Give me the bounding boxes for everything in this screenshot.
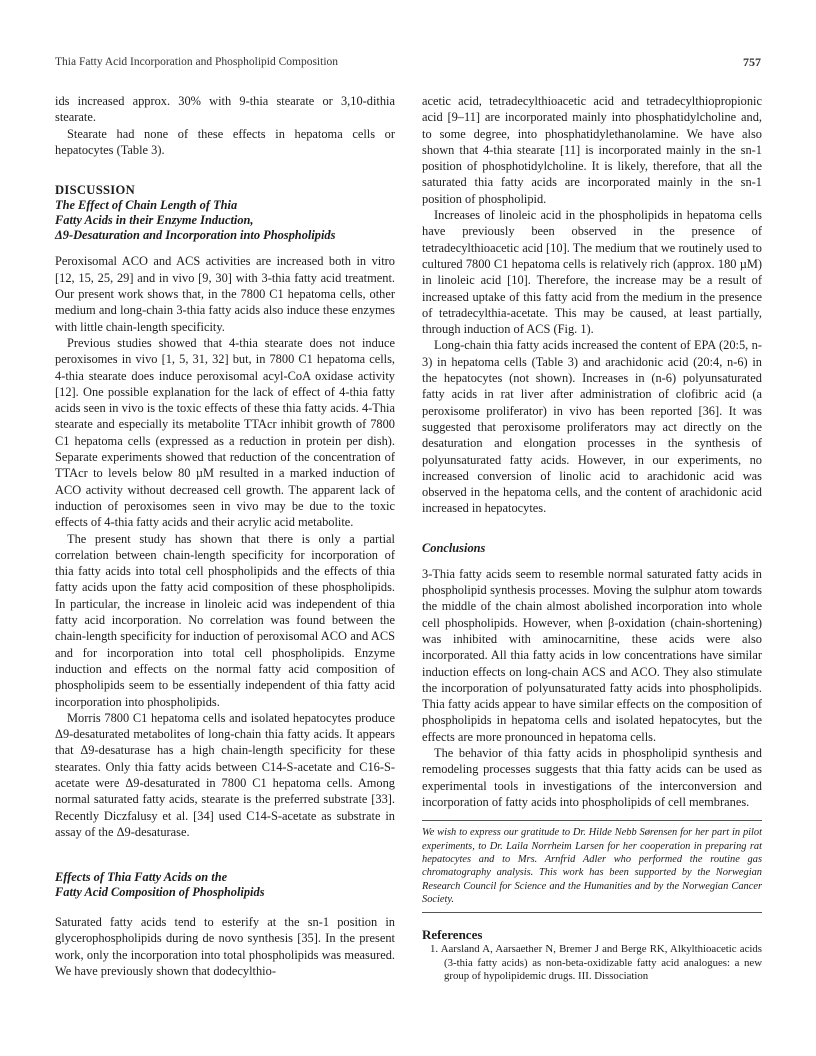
paragraph: Increases of linoleic acid in the phospholipids in hepatoma cells have previously been observed in the presence of tetradecylthioacetic acid [10]. The medium that we routinely used to cultured 7800 C1 hepatoma cells is relatively rich (approx. 180 µM) in linoleic acid [10]. Therefore, the increase may be a result of increased uptake of this fatty acid from the medium in the presence of tetradecylthia-acetate. This may be caused, at least partially, through induction of ACS (Fig. 1).	[422, 208, 762, 337]
paragraph: Long-chain thia fatty acids increased the content of EPA (20:5, n-3) in hepatoma cells (Table 3) and arachidonic acid (20:4, n-6) in the hepatocytes (not shown). Increases in (n-6) polyunsaturated fatty acids in rat liver after administration of clofibric acid (a peroxisome proliferator) in vivo has been reported [36]. It was suggested that peroxisome proliferators may act directly on the desaturation and elongation processes in the synthesis of polyunsaturated fatty acids. However, in our experiments, no increased conversion of linolic acid to arachidonic acid was observed in the hepatoma cells, and the content of arachidonic acid increased in hepatocytes.	[422, 338, 762, 516]
references-heading: References	[422, 926, 483, 942]
right-column	[422, 93, 762, 984]
subheading-chain-length	[55, 198, 395, 243]
paragraph: Peroxisomal ACO and ACS activities are increased both in vitro [12, 15, 25, 29] and in vivo [9, 30] with 3-thia fatty acid treatment. Our present work shows that, in the 7800 C1 hepatoma cells, other medium and long-chain 3-thia fatty acids also induce these enzymes with little chain-length specificity.	[55, 254, 395, 334]
subheading-effects	[55, 870, 395, 900]
running-head	[55, 56, 761, 68]
subheading-line: Fatty Acids in their Enzyme Induction,	[55, 213, 254, 228]
paragraph: 3-Thia fatty acids seem to resemble normal saturated fatty acids in phospholipid synthesis processes. Moving the sulphur atom towards the middle of the chain almost abolished incorporation into whole cell phospholipids. However, when β-oxidation (chain-shortening) was inhibited with aminocarnitine, these acids were also incorporated. All thia fatty acids in low concentrations have similar induction effects on long-chain ACS and ACO. They also stimulate the incorporation of polyunsaturated fatty acids into phospholipids. Thia fatty acids appear to have similar effects on the composition of phospholipids in hepatoma cells and isolated hepatocytes, but the effects are more pronounced in hepatoma cells.	[422, 566, 762, 744]
paragraph: Saturated fatty acids tend to esterify at the sn-1 position in glycerophospholipids during de novo synthesis [35]. In the present work, only the incorporation into total phospholipids was measured. We have previously shown that dodecylthio-	[55, 915, 395, 979]
page-number: 757	[743, 55, 761, 69]
subheading-line: Fatty Acid Composition of Phospholipids	[55, 885, 265, 900]
paragraph: The behavior of thia fatty acids in phospholipid synthesis and remodeling processes suggests that thia fatty acids can be used as experimental tools in investigations of the interconversion and incorporation of fatty acids into phospholipids of cell membranes.	[422, 745, 762, 809]
running-title: Thia Fatty Acid Incorporation and Phospholipid Composition	[55, 56, 339, 68]
paragraph: The present study has shown that there is only a partial correlation between chain-length specificity for incorporation of thia fatty acids into total cell phospholipids and the effects of thia fatty acids upon the fatty acid composition of these phospholipids. In particular, the increase in linoleic acid was independent of thia fatty acid incorporation. No correlation was found between the chain-length specificity for induction of peroxisomal ACO and ACS and for incorporation into total cell phospholipids. Enzyme induction and effects on the normal fatty acid composition of phospholipids seem to be essentially independent of thia fatty acid incorporation into phospholipids.	[55, 531, 395, 709]
reference-item: 1. Aarsland A, Aarsaether N, Bremer J and Berge RK, Alkylthioacetic acids (3-thia fatty acids) as non-beta-oxidizable fatty acid analogues: a new group of hypolipidemic drugs. III. Dissociation	[430, 942, 762, 983]
discussion-heading: DISCUSSION	[55, 183, 135, 198]
left-column	[55, 93, 395, 979]
subheading-line: Effects of Thia Fatty Acids on the	[55, 870, 228, 885]
subheading-line: Δ9-Desaturation and Incorporation into Phospholipids	[55, 228, 336, 243]
subheading-line: The Effect of Chain Length of Thia	[55, 198, 238, 213]
paragraph-continued: ids increased approx. 30% with 9-thia stearate or 3,10-dithia stearate.	[55, 94, 395, 125]
paragraph: Morris 7800 C1 hepatoma cells and isolated hepatocytes produce Δ9-desaturated metabolites of long-chain thia fatty acids. It appears that Δ9-desaturase has a high chain-length specificity for these stearates. Only thia fatty acids between C14-S-acetate and C16-S-acetate were Δ9-desaturated in 7800 C1 hepatoma cells. Among normal saturated fatty acids, stearate is the preferred substrate [33]. Recently Diczfalusy et al. [34] used C14-S-acetate as substrate in assay of the Δ9-desaturase.	[55, 710, 395, 839]
paragraph: acetic acid, tetradecylthioacetic acid and tetradecylthiopropionic acid [9–11] are incorporated mainly into phosphatidylcholine and, to some degree, into phosphatidylethanolamine. We have also shown that 4-thia stearate [11] is incorporated mainly in the sn-1 position of phosphotidylcholine. It is likely, therefore, that all the saturated thia fatty acids are incorporated mainly in the sn-1 position of phospholipid.	[422, 94, 762, 206]
acknowledgment: We wish to express our gratitude to Dr. Hilde Nebb Sørensen for her part in pilot experiments, to Dr. Laila Norrheim Larsen for her cooperation in preparing rat hepatocytes and to Mrs. Arnfrid Adler who performed the routine gas chromatography analysis. This work has been supported by the Norwegian Research Council for Science and the Humanities and by the Norwegian Cancer Society.	[422, 820, 762, 912]
paragraph-stearate: Stearate had none of these effects in hepatoma cells or hepatocytes (Table 3).	[55, 126, 395, 157]
conclusions-heading: Conclusions	[422, 540, 486, 555]
paragraph: Previous studies showed that 4-thia stearate does not induce peroxisomes in vivo [1, 5, 31, 32] but, in 7800 C1 hepatoma cells, 4-thia stearate does induce peroxisomal acyl-CoA oxidase activity [12]. One possible explanation for the lack of effect of 4-thia fatty acids seen in vivo is the toxic effects of these thia fatty acids. 4-Thia stearate and especially its metabolite TTAcr inhibit growth of 7800 C1 hepatoma cells (expressed as a reduction in protein per dish). Separate experiments showed that reduction of the concentration of TTAcr to levels below 80 µM resulted in a marked induction of ACO activity without decreased cell growth. The apparent lack of induction of peroxisomes seen in vivo may be due to the toxic effects of 4-thia fatty acids and their acrylic acid metabolite.	[55, 335, 395, 530]
